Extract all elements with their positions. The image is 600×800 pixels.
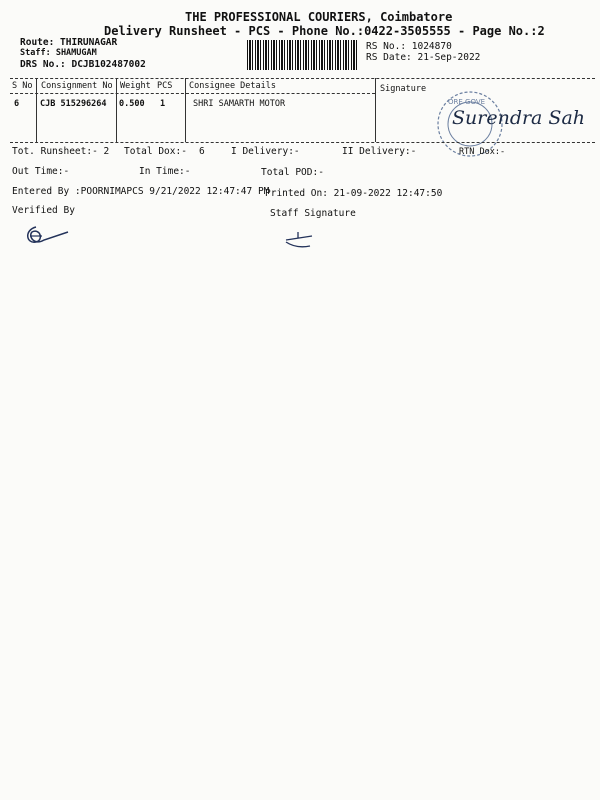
handwritten-signature: Surendra Sah — [452, 107, 586, 129]
col-header-pcs: PCS — [157, 81, 173, 91]
rs-number: RS No.: 1024870 — [366, 41, 452, 52]
staff-label: Staff: SHAMUGAM — [20, 48, 97, 58]
col-header-sno: S No — [12, 81, 33, 91]
rtn-dox-label: RTN Dox:- — [459, 147, 506, 157]
header-rule — [10, 93, 375, 94]
row-consignment: CJB 515296264 — [40, 99, 107, 109]
row-consignee: SHRI SAMARTH MOTOR — [193, 99, 286, 109]
route-label: Route: THIRUNAGAR — [20, 37, 118, 48]
barcode — [247, 40, 357, 70]
entered-by: Entered By :POORNIMAPCS 9/21/2022 12:47:47 PM — [12, 186, 270, 197]
table-top-rule — [10, 78, 595, 79]
stamp-text: ORE GOVE — [448, 98, 486, 106]
out-time-label: Out Time:- — [12, 166, 70, 177]
row-sno: 6 — [14, 99, 20, 109]
verified-signature-scribble — [22, 222, 82, 252]
in-time-label: In Time:- — [139, 166, 191, 177]
verified-by-label: Verified By — [12, 205, 75, 216]
table-bottom-rule — [10, 142, 595, 143]
company-title: THE PROFESSIONAL COURIERS, Coimbatore — [185, 10, 453, 24]
total-dox-value: 6 — [199, 146, 205, 157]
col-divider — [116, 78, 117, 142]
col-header-weight: Weight — [120, 81, 151, 91]
col-header-consignment: Consignment No — [41, 81, 113, 91]
staff-signature-label: Staff Signature — [270, 208, 356, 219]
row-pcs: 1 — [160, 99, 166, 109]
col-divider — [36, 78, 37, 142]
col-divider — [375, 78, 376, 142]
i-delivery-label: I Delivery:- — [231, 146, 300, 157]
staff-signature-scribble — [282, 228, 322, 258]
ii-delivery-label: II Delivery:- — [342, 146, 417, 157]
total-runsheet: Tot. Runsheet:- 2 — [12, 146, 110, 157]
total-dox-label: Total Dox:- — [124, 146, 187, 157]
row-weight: 0.500 — [119, 99, 145, 109]
col-divider — [185, 78, 186, 142]
runsheet-title: Delivery Runsheet - PCS - Phone No.:0422-3505555 - Page No.:2 — [104, 24, 545, 38]
col-header-signature: Signature — [380, 84, 427, 94]
total-pod-label: Total POD:- — [261, 167, 324, 178]
rs-date: RS Date: 21-Sep-2022 — [366, 52, 481, 63]
printed-on: Printed On: 21-09-2022 12:47:50 — [265, 188, 443, 199]
drs-number: DRS No.: DCJB102487002 — [20, 59, 146, 70]
col-header-consignee: Consignee Details — [189, 81, 276, 91]
